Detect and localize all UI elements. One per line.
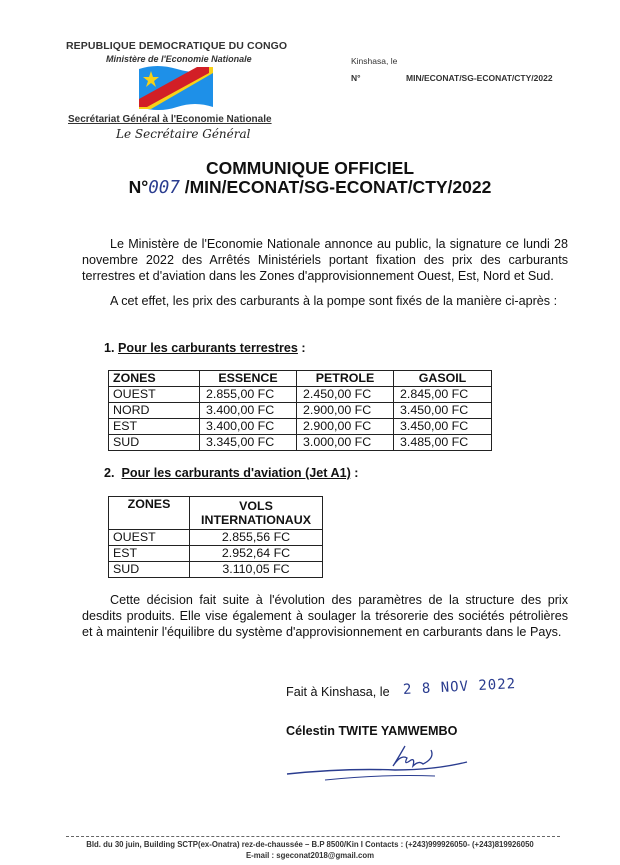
terrestrial-price-table <box>108 370 492 451</box>
signature <box>285 740 485 784</box>
column-header: PETROLE <box>297 371 394 387</box>
zone-cell: SUD <box>109 562 190 578</box>
aviation-price-table <box>108 496 323 578</box>
footer-address: Bld. du 30 juin, Building SCTP(ex-Onatra) rez-de-chaussée – B.P 8500/Kin I Contacts : (+243)999926050- (+243)819926050 <box>86 840 534 849</box>
column-header: ZONES <box>109 497 190 530</box>
price-cell: 2.855,56 FC <box>190 530 323 546</box>
table-row <box>109 387 492 403</box>
zone-cell: OUEST <box>109 387 200 403</box>
zone-cell: SUD <box>109 435 200 451</box>
table-header-row <box>109 497 323 530</box>
price-cell: 2.900,00 FC <box>297 419 394 435</box>
paragraph-rationale: Cette décision fait suite à l'évolution des paramètres de la structure des prix desdits produits. Elle vise également à soulager la trésorerie des sociétés pétrolières et à maintenir l'équilibre du système d'approvisionnement en carburants dans le Pays. <box>82 593 568 639</box>
price-cell: 3.450,00 FC <box>394 403 492 419</box>
ref-label: N° <box>351 73 361 83</box>
price-cell: 2.855,00 FC <box>200 387 297 403</box>
place-of-signature: Fait à Kinshasa, le <box>286 685 390 699</box>
drc-flag <box>137 63 215 111</box>
ref-code: MIN/ECONAT/SG-ECONAT/CTY/2022 <box>406 73 553 83</box>
price-cell: 2.450,00 FC <box>297 387 394 403</box>
price-cell: 3.450,00 FC <box>394 419 492 435</box>
section-aviation-title: 2. Pour les carburants d'aviation (Jet A1) : <box>104 466 359 480</box>
table-row <box>109 546 323 562</box>
ministry-name: Ministère de l'Economie Nationale <box>106 54 252 64</box>
column-header: ZONES <box>109 371 200 387</box>
price-cell: 2.900,00 FC <box>297 403 394 419</box>
column-header: GASOIL <box>394 371 492 387</box>
zone-cell: EST <box>109 419 200 435</box>
handwritten-number: 007 <box>148 178 180 198</box>
table-row <box>109 562 323 578</box>
price-cell: 3.110,05 FC <box>190 562 323 578</box>
table-row <box>109 435 492 451</box>
zone-cell: EST <box>109 546 190 562</box>
price-cell: 3.000,00 FC <box>297 435 394 451</box>
price-cell: 3.400,00 FC <box>200 403 297 419</box>
table-header-row <box>109 371 492 387</box>
country-name: REPUBLIQUE DEMOCRATIQUE DU CONGO <box>66 40 288 52</box>
paragraph-announcement: Le Ministère de l'Economie Nationale annonce au public, la signature ce lundi 28 novembre 2022 des Arrêtés Ministériels portant fixation des prix des carburants terrestres et d'aviation dans les Zones d'approvisionnement Ouest, Est, Nord et Sud. <box>82 237 568 283</box>
number-suffix: /MIN/ECONAT/SG-ECONAT/CTY/2022 <box>179 177 492 197</box>
page-title: COMMUNIQUE OFFICIEL <box>205 158 415 178</box>
paragraph-prices: A cet effet, les prix des carburants à la pompe sont fixés de la manière ci-après : <box>110 294 558 308</box>
communique-number <box>0 177 620 198</box>
table-row <box>109 419 492 435</box>
secretary-general: Le Secrétaire Général <box>116 127 251 141</box>
price-cell: 3.485,00 FC <box>394 435 492 451</box>
column-header: ESSENCE <box>200 371 297 387</box>
footer-divider <box>66 836 560 837</box>
price-cell: 3.400,00 FC <box>200 419 297 435</box>
table-row <box>109 403 492 419</box>
footer-email: E-mail : sgeconat2018@gmail.com <box>245 851 375 860</box>
zone-cell: NORD <box>109 403 200 419</box>
table-row <box>109 530 323 546</box>
date-stamp: 2 8 NOV 2022 <box>402 676 517 698</box>
column-header: VOLS INTERNATIONAUX <box>190 497 323 530</box>
price-cell: 3.345,00 FC <box>200 435 297 451</box>
price-cell: 2.952,64 FC <box>190 546 323 562</box>
place-label: Kinshasa, le <box>351 56 398 66</box>
zone-cell: OUEST <box>109 530 190 546</box>
signer-name: Célestin TWITE YAMWEMBO <box>286 724 458 738</box>
number-prefix: N° <box>128 177 149 197</box>
price-cell: 2.845,00 FC <box>394 387 492 403</box>
section-terrestrial-title: 1. Pour les carburants terrestres : <box>104 341 306 355</box>
secretariat-name: Secrétariat Général à l'Economie Nationale <box>68 114 272 125</box>
